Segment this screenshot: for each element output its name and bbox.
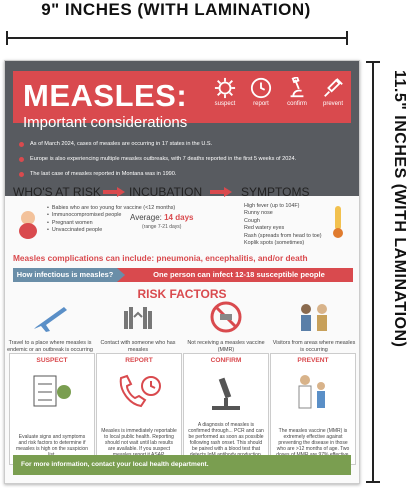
box-title: CONFIRM xyxy=(210,357,242,364)
symptoms-list xyxy=(244,203,322,247)
no-vaccine-icon xyxy=(206,301,246,333)
phone-clock-icon xyxy=(115,372,163,412)
incubation-title: INCUBATION xyxy=(129,185,203,199)
confirm-box xyxy=(183,353,269,465)
arrow-right-icon xyxy=(103,187,125,197)
list-item: Cough xyxy=(244,217,260,224)
box-body: A diagnosis of measles is confirmed through... PCR and can be performed as soon as possible following rash onset. This should be paired with a blood test that xyxy=(188,422,264,452)
risk-factor-caption: Visitors from areas where measles is occurring xyxy=(272,340,356,353)
list-item: • Immunocompromised people xyxy=(47,212,175,219)
title-banner xyxy=(13,71,351,131)
fact-item xyxy=(19,141,212,147)
footer-text: For more information, contact your local health department. xyxy=(21,461,209,468)
incubation-range: (range 7-21 days) xyxy=(142,224,182,230)
list-item: Runny nose xyxy=(244,210,273,217)
width-tick-left xyxy=(6,31,8,45)
infectious-question: How infectious is measles? xyxy=(13,268,117,282)
poster-title: MEASLES: xyxy=(23,78,188,113)
visitors-icon xyxy=(294,301,334,333)
arrow-right-icon xyxy=(210,187,232,197)
microscope-icon xyxy=(286,77,308,99)
bullet-dot xyxy=(19,142,24,147)
risk-factor-item xyxy=(95,301,181,353)
who-at-risk-title: WHO'S AT RISK xyxy=(13,185,101,199)
incubation-average xyxy=(130,213,193,222)
fact-item xyxy=(19,171,176,177)
width-label: 9" INCHES (WITH LAMINATION) xyxy=(41,0,311,19)
step-icons xyxy=(209,77,349,121)
risk-factor-caption: Contact with someone who has measles xyxy=(100,340,176,353)
step-label: suspect xyxy=(214,101,236,107)
fact-text: As of March 2024, cases of measles are occurring in 17 states in the U.S. xyxy=(30,141,213,147)
suspect-box xyxy=(9,353,95,465)
bullet-dot xyxy=(19,172,24,177)
box-body: Evaluate signs and symptoms and risk factors to determine if measles is high on the suspicion xyxy=(16,434,88,452)
baby-icon xyxy=(15,209,41,239)
infectious-answer: One person can infect 12-18 susceptible people xyxy=(153,270,325,279)
box-body: Measles is immediately reportable to local public health. Reporting should not wait until lab results are available. If you suspect xyxy=(101,428,177,452)
poster-subtitle: Important considerations xyxy=(23,114,188,131)
fact-text: Europe is also experiencing multiple measles outbreaks, with 7 deaths reported in the first 5 weeks of 2024. xyxy=(30,156,297,162)
risk-factor-caption: Travel to a place where measles is endemic or an outbreak is occurring xyxy=(7,340,93,353)
thermometer-icon xyxy=(331,205,345,239)
risk-factors-title: RISK FACTORS xyxy=(137,287,227,301)
risk-factor-item xyxy=(7,301,93,353)
list-item: High fever (up to 104F) xyxy=(244,203,300,209)
virus-icon xyxy=(214,77,236,99)
step-label: report xyxy=(253,101,269,107)
footer-bar xyxy=(13,455,351,475)
risk-factor-caption: Not receiving a measles vaccine (MMR) xyxy=(187,340,265,353)
height-tick-top xyxy=(366,61,380,63)
step-suspect xyxy=(209,77,241,121)
list-item: • Unvaccinated people xyxy=(47,227,175,234)
box-title: SUSPECT xyxy=(36,357,68,364)
step-confirm xyxy=(281,77,313,121)
report-box xyxy=(96,353,182,465)
height-line xyxy=(372,62,374,482)
box-body: The measles vaccine (MMR) is extremely effective against preventing the disease in those who are >12 months of age. Two xyxy=(276,428,350,452)
airplane-icon xyxy=(30,301,70,333)
width-dimension xyxy=(0,0,352,46)
step-label: prevent xyxy=(322,101,343,107)
list-item: • Pregnant women xyxy=(47,220,175,227)
checklist-icon xyxy=(28,372,76,412)
average-value: 14 days xyxy=(164,213,194,222)
step-label: confirm xyxy=(287,101,307,107)
width-line xyxy=(8,37,348,39)
bullet-dot xyxy=(19,157,24,162)
prevent-box xyxy=(270,353,356,465)
risk-factor-item xyxy=(271,301,357,353)
average-label: Average: xyxy=(130,213,162,222)
clock-icon xyxy=(250,77,272,99)
measles-poster xyxy=(4,60,360,484)
list-item: Koplik spots (sometimes) xyxy=(244,240,305,247)
infectious-bar xyxy=(13,268,353,282)
box-title: PREVENT xyxy=(297,357,329,364)
syringe-icon xyxy=(322,77,344,99)
height-tick-bottom xyxy=(366,481,380,483)
list-item: Rash (spreads from head to toe) xyxy=(244,232,322,239)
contact-icon xyxy=(118,301,158,333)
width-tick-right xyxy=(346,31,348,45)
fact-item xyxy=(19,156,296,162)
doctor-family-icon xyxy=(289,372,337,412)
fact-text: The last case of measles reported in Montana was in 1990. xyxy=(30,171,177,177)
symptoms-title: SYMPTOMS xyxy=(241,185,310,199)
height-label: 11.5" INCHES (WITH LAMINATION) xyxy=(391,70,408,348)
complications-text: Measles complications can include: pneumonia, encephalitis, and/or death xyxy=(13,253,308,263)
list-item: Red watery eyes xyxy=(244,225,285,232)
step-report xyxy=(245,77,277,121)
arrow-right-icon xyxy=(117,268,125,282)
lab-microscope-icon xyxy=(202,372,250,412)
list-item: • Babies who are too young for vaccine (<12 months) xyxy=(47,205,175,212)
step-prevent xyxy=(317,77,349,121)
box-title: REPORT xyxy=(125,357,153,364)
risk-factor-item xyxy=(183,301,269,353)
